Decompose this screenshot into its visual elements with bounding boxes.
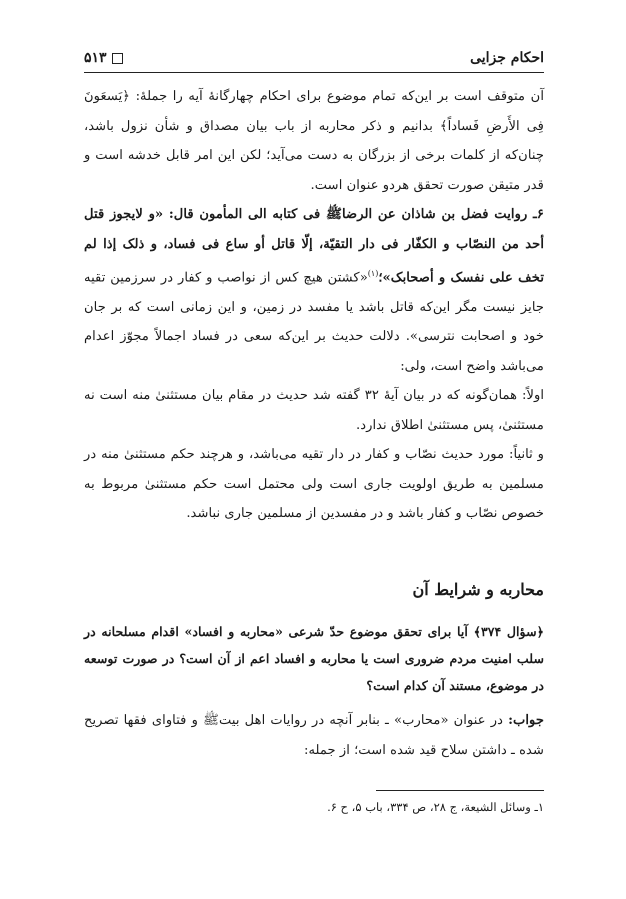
main-text: [84, 82, 544, 529]
footnote-divider: [376, 790, 544, 791]
question-block: [84, 618, 544, 699]
paragraph-3: اولاً: همان‌گونه که در بیان آیهٔ ۳۲ گفته شد حدیث در مقام بیان مستثنیٰ منه است نه مستثنیٰ، پس مستثنیٰ اطلاق ندارد.: [84, 388, 545, 433]
question-label: ﴿سؤال ۳۷۴﴾: [473, 624, 544, 639]
square-icon: [112, 53, 123, 64]
paragraph-2-rest: «کشتن هیچ کس از نواصب و کفار در سرزمین تقیه جایز نیست مگر این‌که قاتل باشد یا مفسد در زمین، و این زمانی است که بر جان خود و اصحابت نترسی». دلالت حدیث بر این‌که سعی در فساد اجمالاً مجوّز اعدام می‌باشد واضح است، ولی:: [84, 270, 544, 374]
answer-block: [84, 706, 544, 765]
running-title: احکام جزایی: [470, 50, 544, 66]
paragraph-2-lead: ۶ـ روایت فضل بن شاذان عن الرضاﷺ فی کتابه الی المأمون قال: «و لایجوز قتل أحد من النصّاب و الکفّار فی دار التقیّة، إلّا قاتل أو ساع فی فساد، و ذلک إذا لم تخف علی نفسک و أصحابک»؛: [84, 207, 544, 286]
question-text: آیا برای تحقق موضوع حدّ شرعی «محاربه و افساد» اقدام مسلحانه در سلب امنیت مردم ضروری است یا محاربه و افساد اعم از آن است؟ در صورت توسعه در موضوع، مستند آن کدام است؟: [84, 624, 544, 693]
paragraph-1: آن متوقف است بر این‌که تمام موضوع برای احکام چهارگانهٔ آیه را جملهٔ: ﴿یَسعَونَ فِی الأَرضِ فَساداً﴾ بدانیم و ذکر محاربه از باب بیان مصداق و شأن نزول باشد، چنان‌که از کلمات برخی از بزرگان به دست می‌آید؛ لکن این امر قابل خدشه است و قدر متیقن صورت تحقق هردو عنوان است.: [84, 89, 544, 193]
page-header: [84, 38, 544, 73]
section-title: محاربه و شرایط آن: [412, 580, 544, 599]
answer-label: جواب:: [508, 713, 544, 728]
page-number: ۵۱۳: [84, 50, 107, 66]
paragraph-4: و ثانیاً: مورد حدیث نصّاب و کفار در دار تقیه می‌باشد، و هرچند حکم مستثنیٰ منه در مسلمین به طریق اولویت جاری است ولی محتمل است حکم مستثنیٰ مربوط به خصوص نصّاب و کفار باشد و در مفسدین از مسلمین جاری نباشد.: [84, 447, 544, 522]
footnote: ۱ـ وسائل الشیعة، ج ۲۸، ص ۳۳۴، باب ۵، ح ۶.: [327, 800, 544, 814]
answer-text: در عنوان «محارب» ـ بنابر آنچه در روایات اهل بیتﷺ و فتاوای فقها تصریح شده ـ داشتن سلاح قید شده است؛ از جمله:: [84, 713, 544, 758]
footnote-ref[interactable]: (۱): [367, 269, 379, 278]
page-number-group: [84, 50, 123, 66]
paragraph-2: [84, 200, 544, 381]
